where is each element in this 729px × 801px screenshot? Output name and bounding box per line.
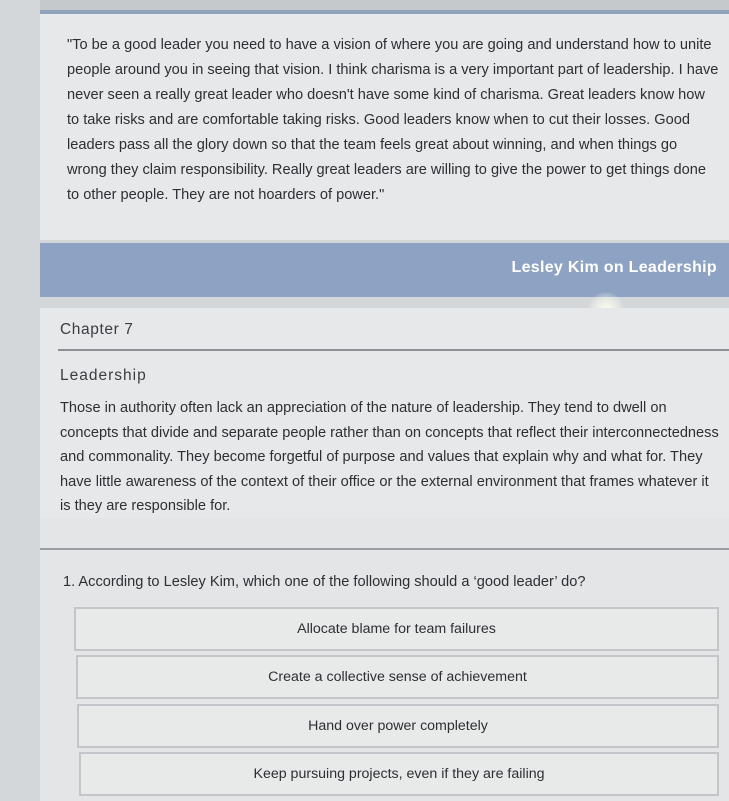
attribution-banner (40, 243, 729, 297)
answer-option-c[interactable]: Hand over power completely (77, 704, 719, 748)
chapter-label: Chapter 7 (60, 321, 134, 338)
chapter-section (40, 308, 729, 518)
quote-text: "To be a good leader you need to have a vision of where you are going and understand how to unite people around you in seeing that vision. I think charisma is a very important part of leadership. I have never seen a really great leader who doesn't have some kind of charisma. Great leaders know how to take risks and are comfortable taking risks. Good leaders know when to cut their losses. Good leaders pass all the glory down so that the team feels great about winning, and when things go wrong they claim responsibility. Really great leaders are willing to give the power to get things done to other people. They are not hoarders of power." (67, 37, 719, 203)
answer-option-a[interactable]: Allocate blame for team failures (74, 607, 719, 651)
section-body: Those in authority often lack an appreciation of the nature of leadership. They tend to dwell on concepts that divide and separate people rather than on concepts that reflect their interconnectedness and commonality. They become forgetful of purpose and values that explain why and what for. They have little awareness of the context of their office or the external environment that frames whatever it is they are responsible for. (60, 400, 719, 514)
quote-box (40, 14, 729, 240)
attribution-text: Lesley Kim on Leadership (511, 259, 717, 276)
answer-option-b[interactable]: Create a collective sense of achievement (76, 655, 719, 699)
top-strip (40, 0, 729, 10)
answer-option-d[interactable]: Keep pursuing projects, even if they are failing (79, 752, 719, 796)
question-text: 1. According to Lesley Kim, which one of the following should a ‘good leader’ do? (63, 574, 586, 590)
section-title: Leadership (60, 367, 147, 384)
question-divider (40, 548, 729, 550)
chapter-divider (58, 349, 729, 351)
